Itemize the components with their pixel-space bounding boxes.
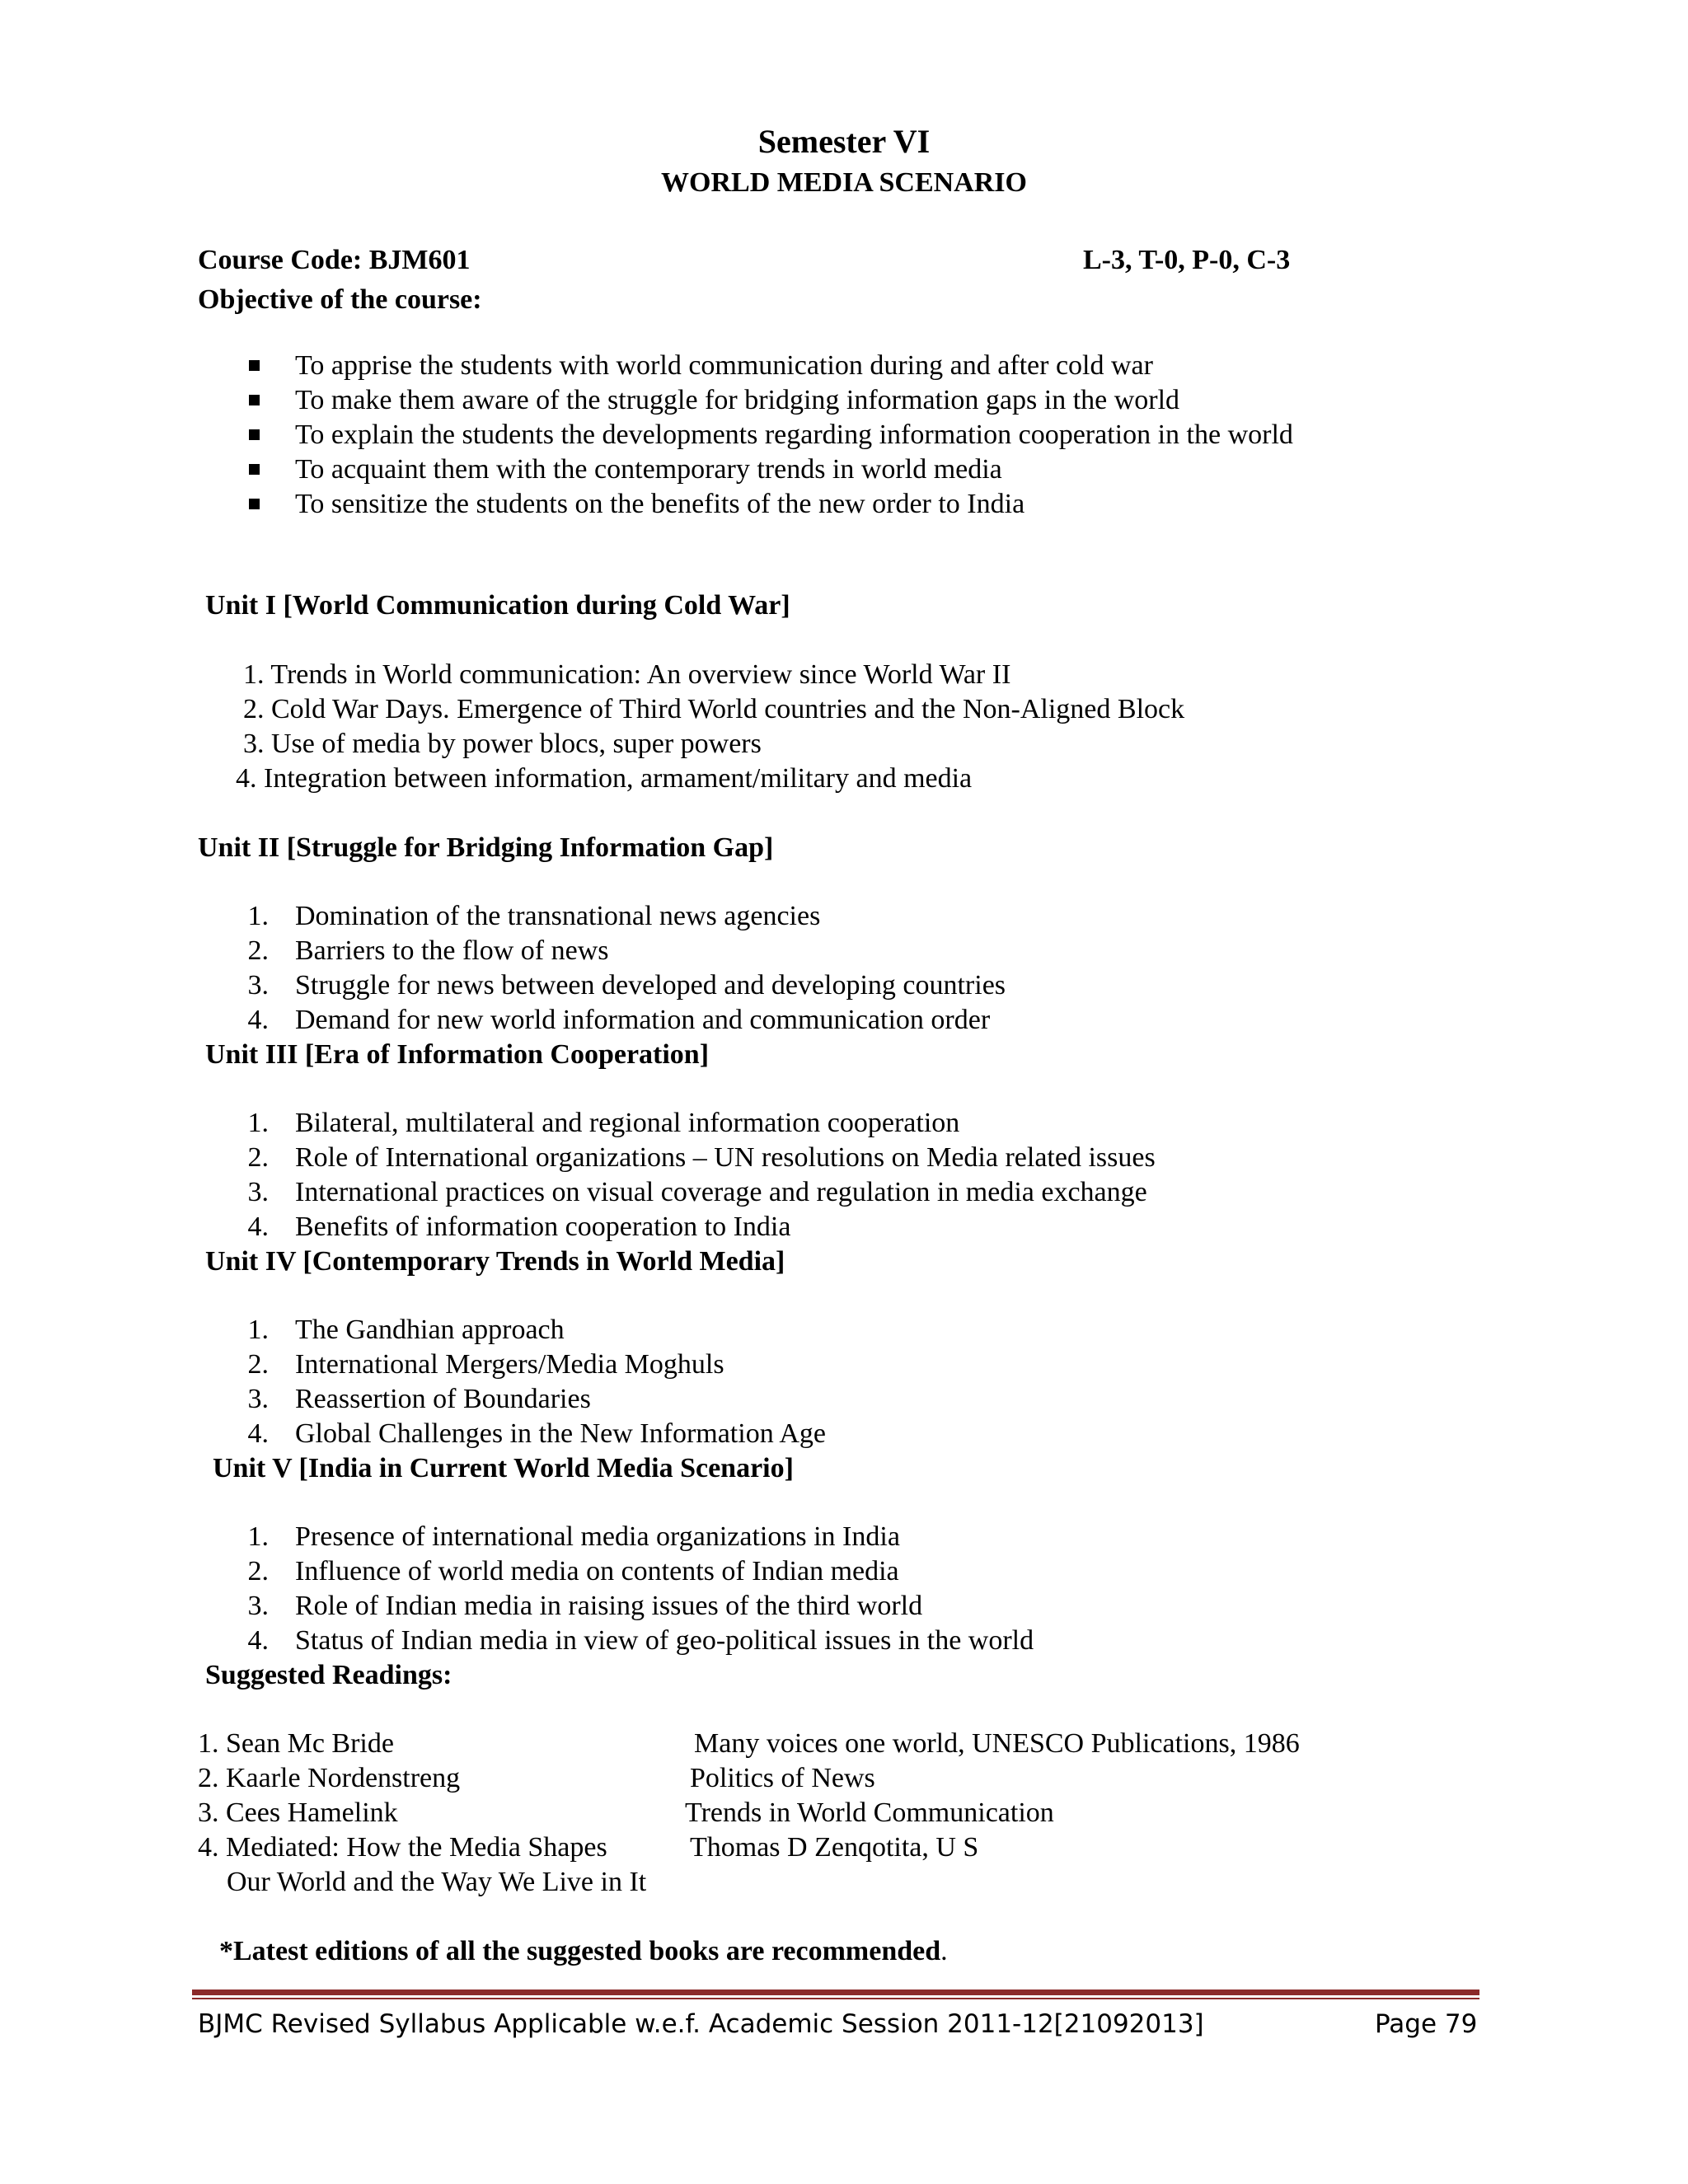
unit-item: Presence of international media organizations in India [295,1521,900,1552]
objective-item: To explain the students the developments regarding information cooperation in the world [295,419,1293,450]
footer-text: BJMC Revised Syllabus Applicable w.e.f. Academic Session 2011-12[21092013] [198,2009,1204,2039]
bullet-icon [249,429,260,440]
reading-title: Trends in World Communication [685,1797,1054,1828]
item-number: 2. [247,935,269,966]
unit-item: Demand for new world information and communication order [295,1005,991,1035]
credit-structure: L-3, T-0, P-0, C-3 [1083,245,1291,275]
readings-heading: Suggested Readings: [205,1660,452,1690]
unit-item: International practices on visual coverage and regulation in media exchange [295,1177,1147,1207]
unit-item: Benefits of information cooperation to India [295,1212,791,1242]
bullet-icon [249,395,260,405]
objective-item: To make them aware of the struggle for bridging information gaps in the world [295,385,1180,415]
item-number: 4. [247,1625,269,1656]
unit-heading: Unit I [World Communication during Cold War] [205,590,790,621]
reading-author: 1. Sean Mc Bride [198,1728,394,1759]
unit-item: Role of Indian media in raising issues of the third world [295,1591,923,1621]
item-number: 1. [247,1315,269,1345]
item-number: 1. [247,901,269,931]
item-number: 1. [247,1108,269,1138]
unit-item: The Gandhian approach [295,1315,565,1345]
unit-item: Domination of the transnational news agencies [295,901,821,931]
objective-item: To sensitize the students on the benefits of the new order to India [295,489,1025,519]
unit-heading: Unit V [India in Current World Media Scenario] [213,1453,794,1483]
unit-item: International Mergers/Media Moghuls [295,1349,724,1380]
unit-item: Global Challenges in the New Information Age [295,1418,826,1449]
reading-title: Thomas D Zenqotita, U S [690,1832,979,1863]
item-number: 2. [247,1349,269,1380]
reading-author: 2. Kaarle Nordenstreng [198,1763,461,1793]
item-number: 4. [247,1212,269,1242]
course-code: Course Code: BJM601 [198,245,471,275]
unit-heading: Unit IV [Contemporary Trends in World Media] [205,1246,785,1277]
unit-item: Influence of world media on contents of Indian media [295,1556,899,1586]
item-number: 3. [247,1591,269,1621]
unit-item: 1. Trends in World communication: An overview since World War II [243,659,1011,690]
reading-author: 3. Cees Hamelink [198,1797,398,1828]
course-title: WORLD MEDIA SCENARIO [661,167,1027,198]
unit-item: 4. Integration between information, armament/military and media [236,763,973,794]
unit-item: Struggle for news between developed and developing countries [295,970,1006,1001]
reading-title: Politics of News [690,1763,875,1793]
unit-item: Role of International organizations – UN resolutions on Media related issues [295,1142,1156,1173]
unit-heading: Unit II [Struggle for Bridging Information Gap] [198,832,774,863]
item-number: 4. [247,1418,269,1449]
readings-note-period: . [940,1936,948,1966]
reading-continuation: Our World and the Way We Live in It [227,1867,647,1897]
unit-item: Reassertion of Boundaries [295,1384,591,1414]
item-number: 4. [247,1005,269,1035]
reading-title: Many voices one world, UNESCO Publications, 1986 [694,1728,1300,1759]
objective-item: To acquaint them with the contemporary trends in world media [295,454,1002,485]
footer-divider [192,1990,1479,1995]
item-number: 2. [247,1556,269,1586]
item-number: 1. [247,1521,269,1552]
unit-item: Status of Indian media in view of geo-political issues in the world [295,1625,1034,1656]
objective-label: Objective of the course: [198,284,482,315]
bullet-icon [249,464,260,475]
readings-note [219,1936,948,1967]
item-number: 3. [247,970,269,1001]
readings-note-text: *Latest editions of all the suggested books are recommended [219,1936,941,1966]
unit-heading: Unit III [Era of Information Cooperation] [205,1039,710,1070]
semester-heading: Semester VI [757,123,931,160]
footer-divider-thin [192,1998,1479,1999]
bullet-icon [249,499,260,509]
unit-item: Barriers to the flow of news [295,935,609,966]
item-number: 3. [247,1384,269,1414]
item-number: 2. [247,1142,269,1173]
item-number: 3. [247,1177,269,1207]
bullet-icon [249,360,260,371]
unit-item: 2. Cold War Days. Emergence of Third World countries and the Non-Aligned Block [243,694,1185,724]
objective-item: To apprise the students with world communication during and after cold war [295,350,1153,381]
unit-item: 3. Use of media by power blocs, super powers [243,729,762,759]
unit-item: Bilateral, multilateral and regional information cooperation [295,1108,960,1138]
reading-author: 4. Mediated: How the Media Shapes [198,1832,607,1863]
page-number: Page 79 [1375,2009,1478,2039]
